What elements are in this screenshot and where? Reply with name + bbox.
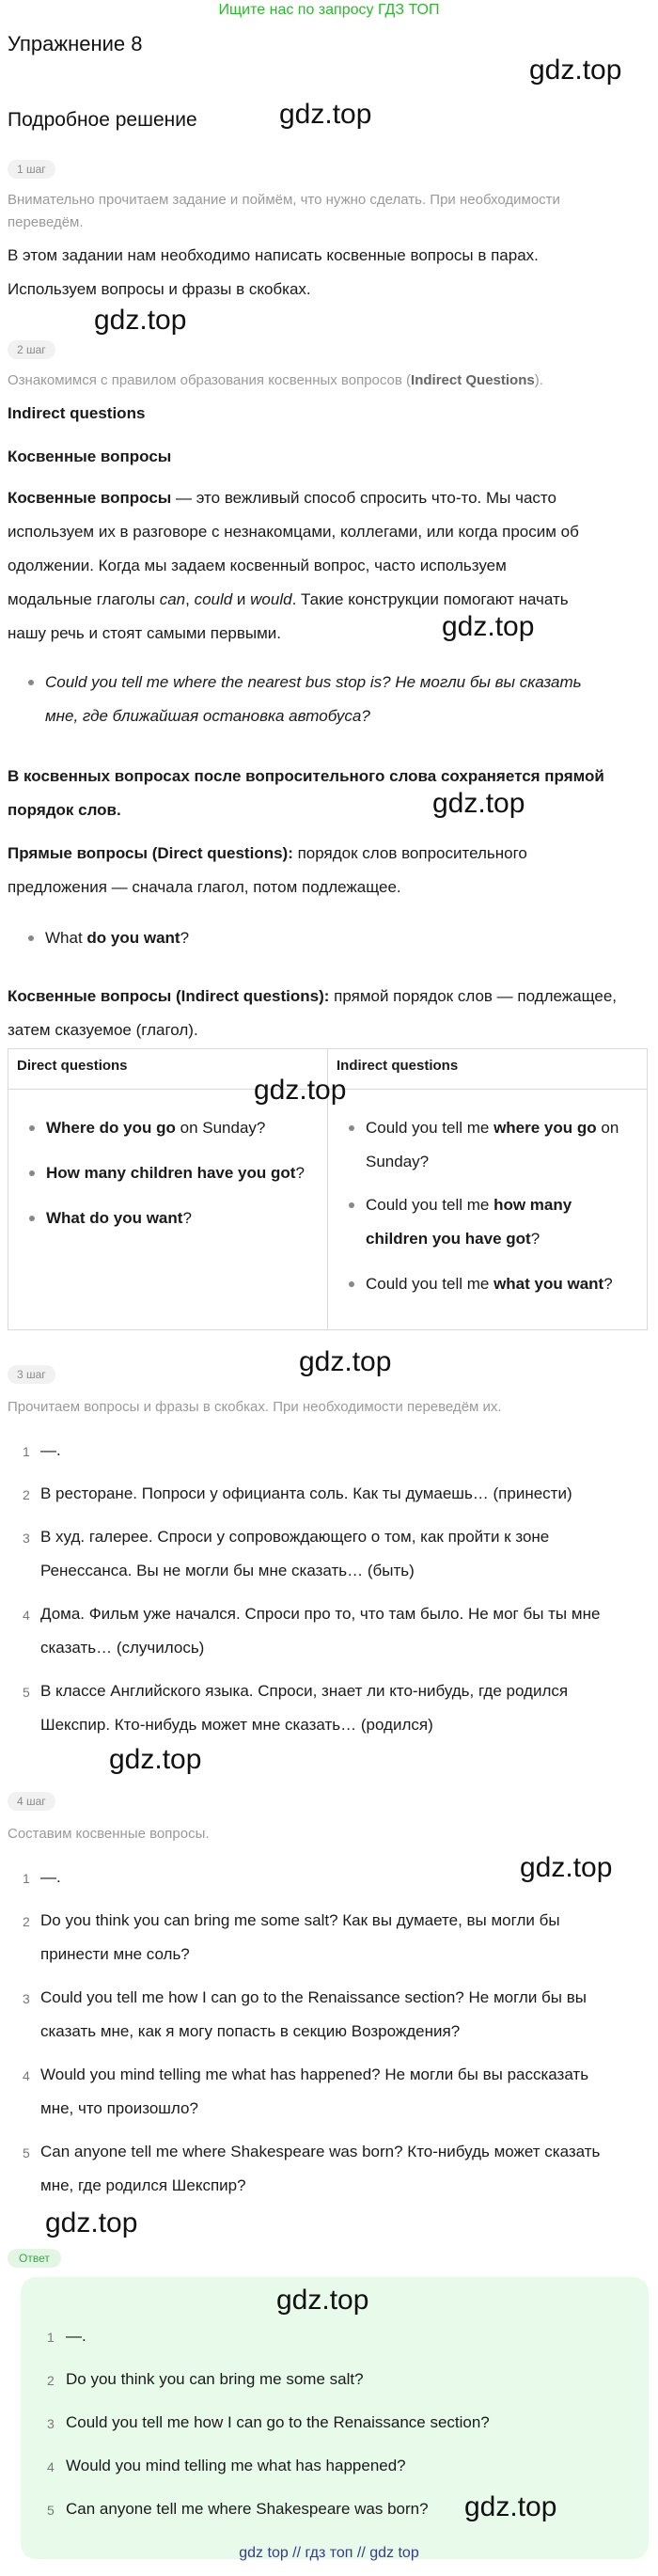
answer-badge: Ответ — [8, 2249, 61, 2268]
item-number: 1 — [47, 2330, 55, 2345]
indirect-rule: Косвенные вопросы (Indirect questions): прямой порядок слов — подлежащее, — [8, 987, 618, 1005]
step-intro: Составим косвенные вопросы. — [8, 1826, 210, 1842]
watermark: gdz.top — [254, 1075, 347, 1106]
list-item: Can anyone tell me where Shakespeare was born? Кто-нибудь может сказать — [40, 2143, 601, 2160]
watermark: gdz.top — [529, 55, 622, 86]
step-intro: Ознакомимся с правилом образования косвенных вопросов (Indirect Questions). — [8, 372, 543, 388]
list-item: В ресторане. Попроси у официанта соль. Как ты думаешь… (принести) — [40, 1484, 572, 1502]
indirect-rule: затем сказуемое (глагол). — [8, 1021, 198, 1039]
answer-item: Could you tell me how I can go to the Renaissance section? — [66, 2413, 490, 2431]
step-intro: Внимательно прочитаем задание и поймём, что нужно сделать. При необходимости — [8, 192, 560, 208]
rule-paragraph: Косвенные вопросы — это вежливый способ спросить что-то. Мы часто — [8, 489, 556, 507]
item-number: 3 — [23, 1531, 30, 1546]
watermark: gdz.top — [279, 99, 372, 130]
step-intro: переведём. — [8, 214, 84, 230]
answer-item: Do you think you can bring me some salt? — [66, 2370, 364, 2388]
watermark: gdz.top — [442, 611, 535, 642]
rule-statement: порядок слов. — [8, 801, 121, 819]
watermark: gdz.top — [276, 2285, 369, 2316]
rule-heading-ru: Косвенные вопросы — [8, 448, 172, 465]
step-text: Используем вопросы и фразы в скобках. — [8, 280, 311, 298]
answer-item: Would you mind telling me what has happened? — [66, 2457, 406, 2474]
rule-statement: В косвенных вопросах после вопросительного слова сохраняется прямой — [8, 767, 604, 785]
list-item: сказать… (случилось) — [40, 1639, 205, 1657]
list-item: Could you tell me how I can go to the Renaissance section? Не могли бы вы — [40, 1988, 587, 2006]
item-number: 5 — [47, 2503, 55, 2518]
table-header-indirect: Indirect questions — [337, 1058, 459, 1074]
step-badge: 3 шаг — [8, 1365, 55, 1384]
item-number: 5 — [23, 2145, 30, 2160]
item-number: 4 — [23, 1608, 30, 1623]
item-number: 1 — [23, 1444, 30, 1459]
item-number: 5 — [23, 1685, 30, 1700]
item-number: 2 — [23, 1914, 30, 1929]
watermark: gdz.top — [520, 1852, 613, 1883]
step-text: В этом задании нам необходимо написать косвенные вопросы в парах. — [8, 246, 539, 264]
list-item: мне, где родился Шекспир? — [40, 2176, 246, 2194]
watermark: gdz.top — [45, 2207, 138, 2238]
solution-title: Подробное решение — [8, 109, 197, 131]
watermark: gdz.top — [432, 788, 525, 819]
exercise-title: Упражнение 8 — [8, 32, 143, 55]
rule-paragraph: нашу речь и стоят самыми первыми. — [8, 624, 282, 642]
rule-heading-en: Indirect questions — [8, 404, 146, 422]
watermark: gdz.top — [299, 1346, 392, 1377]
list-item: мне, что произошло? — [40, 2099, 198, 2117]
step-badge: 2 шаг — [8, 340, 55, 359]
footer-links[interactable]: gdz top // гдз топ // gdz top — [239, 2545, 419, 2561]
list-item: принести мне соль? — [40, 1945, 190, 1963]
list-item: Do you think you can bring me some salt? Как вы думаете, вы могли бы — [40, 1911, 560, 1929]
answer-box — [21, 2277, 649, 2559]
item-number: 2 — [23, 1487, 30, 1502]
list-item: —. — [40, 1868, 61, 1886]
step-badge: 1 шаг — [8, 160, 55, 179]
direct-rule: предложения — сначала глагол, потом подлежащее. — [8, 878, 401, 896]
list-item: Шекспир. Кто-нибудь может мне сказать… (родился) — [40, 1716, 433, 1734]
item-number: 4 — [47, 2459, 55, 2474]
item-number: 2 — [47, 2373, 55, 2388]
list-item: В классе Английского языка. Спроси, знает ли кто-нибудь, где родился — [40, 1682, 569, 1700]
list-item: Would you mind telling me what has happened? Не могли бы вы рассказать — [40, 2066, 589, 2083]
step-badge: 4 шаг — [8, 1792, 55, 1811]
list-item: Дома. Фильм уже начался. Спроси про то, что там было. Не мог бы ты мне — [40, 1605, 601, 1623]
search-banner: Ищите нас по запросу ГДЗ ТОП — [218, 2, 440, 18]
item-number: 1 — [23, 1871, 30, 1886]
table-header-direct: Direct questions — [17, 1058, 128, 1074]
step-intro: Прочитаем вопросы и фразы в скобках. При необходимости переведём их. — [8, 1399, 502, 1415]
item-number: 3 — [47, 2416, 55, 2431]
direct-rule: Прямые вопросы (Direct questions): порядок слов вопросительного — [8, 844, 527, 862]
answer-item: Can anyone tell me where Shakespeare was born? — [66, 2500, 429, 2518]
watermark: gdz.top — [464, 2491, 557, 2522]
watermark: gdz.top — [109, 1744, 202, 1775]
list-item: В худ. галерее. Спроси у сопровождающего о том, как пройти к зоне — [40, 1528, 550, 1546]
list-item: —. — [40, 1441, 61, 1459]
list-item: сказать мне, как я могу попасть в секцию Возрождения? — [40, 2022, 461, 2040]
list-item: Ренессанса. Вы не могли бы мне сказать… (быть) — [40, 1562, 415, 1579]
rule-paragraph: одолжении. Когда мы задаем косвенный вопрос, часто используем — [8, 557, 507, 574]
item-number: 3 — [23, 1991, 30, 2006]
questions-table: Direct questions Indirect questions Where do you go on Sunday? How many children have you got? What do you want? Could you tell me where you go on Sunday? Could you tell me how many children you have got? Could you tell me what you want? — [8, 1048, 648, 1330]
rule-paragraph: модальные глаголы can, could и would. Такие конструкции помогают начать — [8, 590, 569, 608]
answer-item: —. — [66, 2327, 86, 2345]
watermark: gdz.top — [94, 305, 187, 336]
rule-paragraph: используем их в разговоре с незнакомцами, коллегами, или когда просим об — [8, 523, 579, 541]
item-number: 4 — [23, 2068, 30, 2083]
